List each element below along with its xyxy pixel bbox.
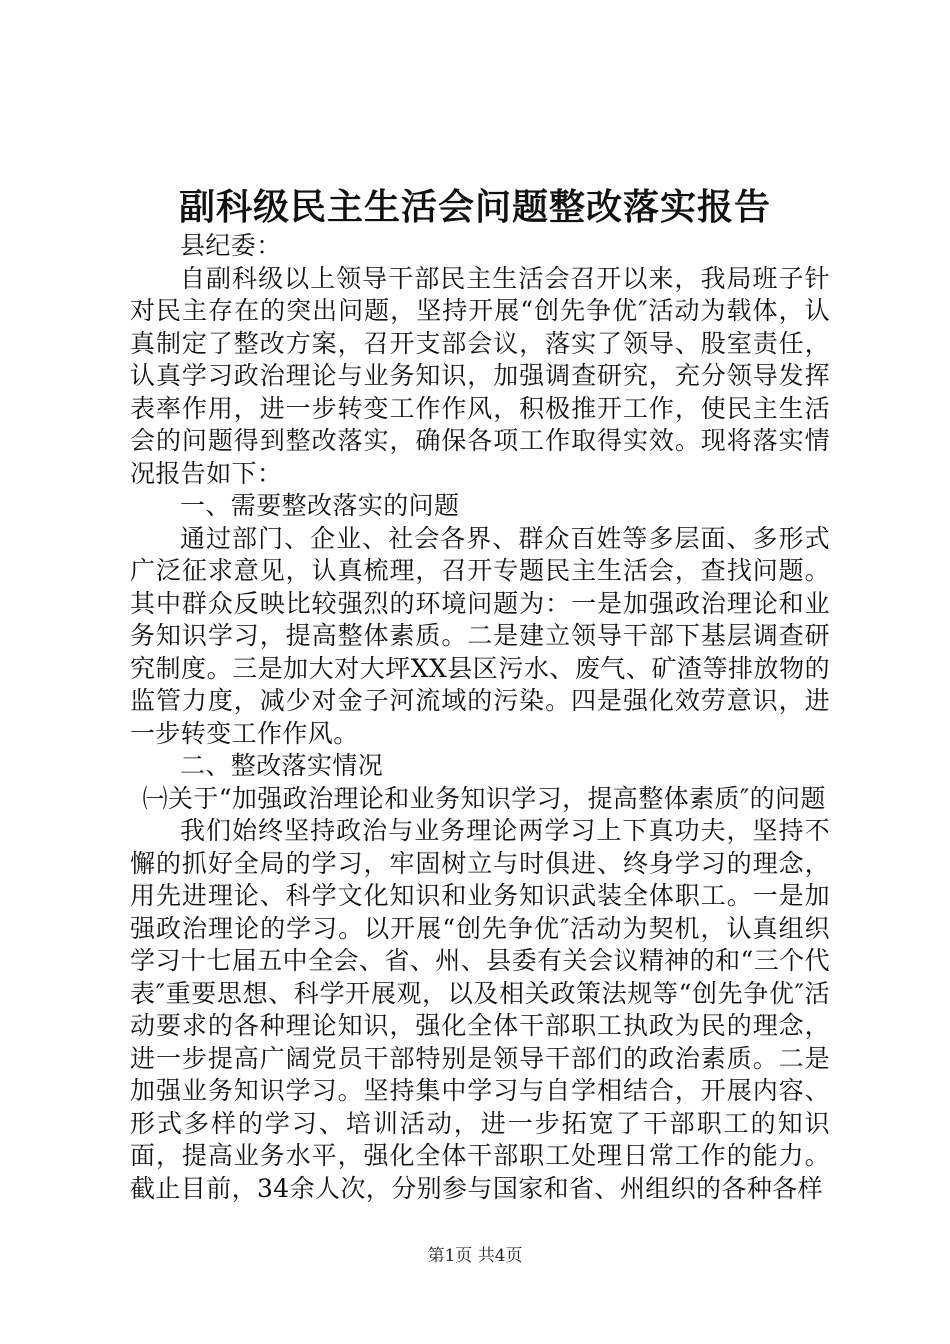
document-body <box>130 230 830 1205</box>
subsection-heading: ㈠关于“加强政治理论和业务知识学习，提高整体素质″的问题 <box>142 783 826 813</box>
body-paragraph: 我们始终坚持政治与业务理论两学习上下真功夫，坚持不懈的抓好全局的学习，牢固树立与时俱进、终身学习的理念，用先进理论、科学文化知识和业务知识武装全体职工。一是加强政治理论的学习。以开展“创先争优″活动为契机，认真组织学习十七届五中全会、省、州、县委有关会议精神的和“三个代表″重要思想、科学开展观，以及相关政策法规等“创先争优″活动要求的各种理论知识，强化全体干部职工执政为民的理念，进一步提高广阔党员干部特别是领导干部们的政治素质。二是加强业务知识学习。坚持集中学习与自学相结合，开展内容、形式多样的学习、培训活动，进一步拓宽了干部职工的知识面，提高业务水平，强化全体干部职工处理日常工作的能力。截止目前，34余人次，分别参与国家和省、州组织的各种各样 <box>130 816 830 1203</box>
document-title: 副科级民主生活会问题整改落实报告 <box>178 186 771 228</box>
body-paragraph: 自副科级以上领导干部民主生活会召开以来，我局班子针对民主存在的突出问题，坚持开展“创先争优″活动为载体，认真制定了整改方案，召开支部会议，落实了领导、股室责任，认真学习政治理论与业务知识，加强调查研究，充分领导发挥表率作用，进一步转变工作作风，积极推开工作，使民主生活会的问题得到整改落实，确保各项工作取得实效。现将落实情况报告如下： <box>130 263 830 488</box>
page-number: 第1页 共4页 <box>427 1246 523 1266</box>
body-paragraph: 通过部门、企业、社会各界、群众百姓等多层面、多形式广泛征求意见，认真梳理，召开专题民主生活会，查找问题。其中群众反映比较强烈的环境问题为：一是加强政治理论和业务知识学习，提高整体素质。二是建立领导干部下基层调查研究制度。三是加大对大坪XX县区污水、废气、矿渣等排放物的监管力度，减少对金子河流域的污染。四是强化效劳意识，进一步转变工作作风。 <box>130 523 830 748</box>
section-heading: 二、整改落实情况 <box>180 751 384 780</box>
salutation: 县纪委： <box>180 231 282 260</box>
section-heading: 一、需要整改落实的问题 <box>180 491 460 520</box>
